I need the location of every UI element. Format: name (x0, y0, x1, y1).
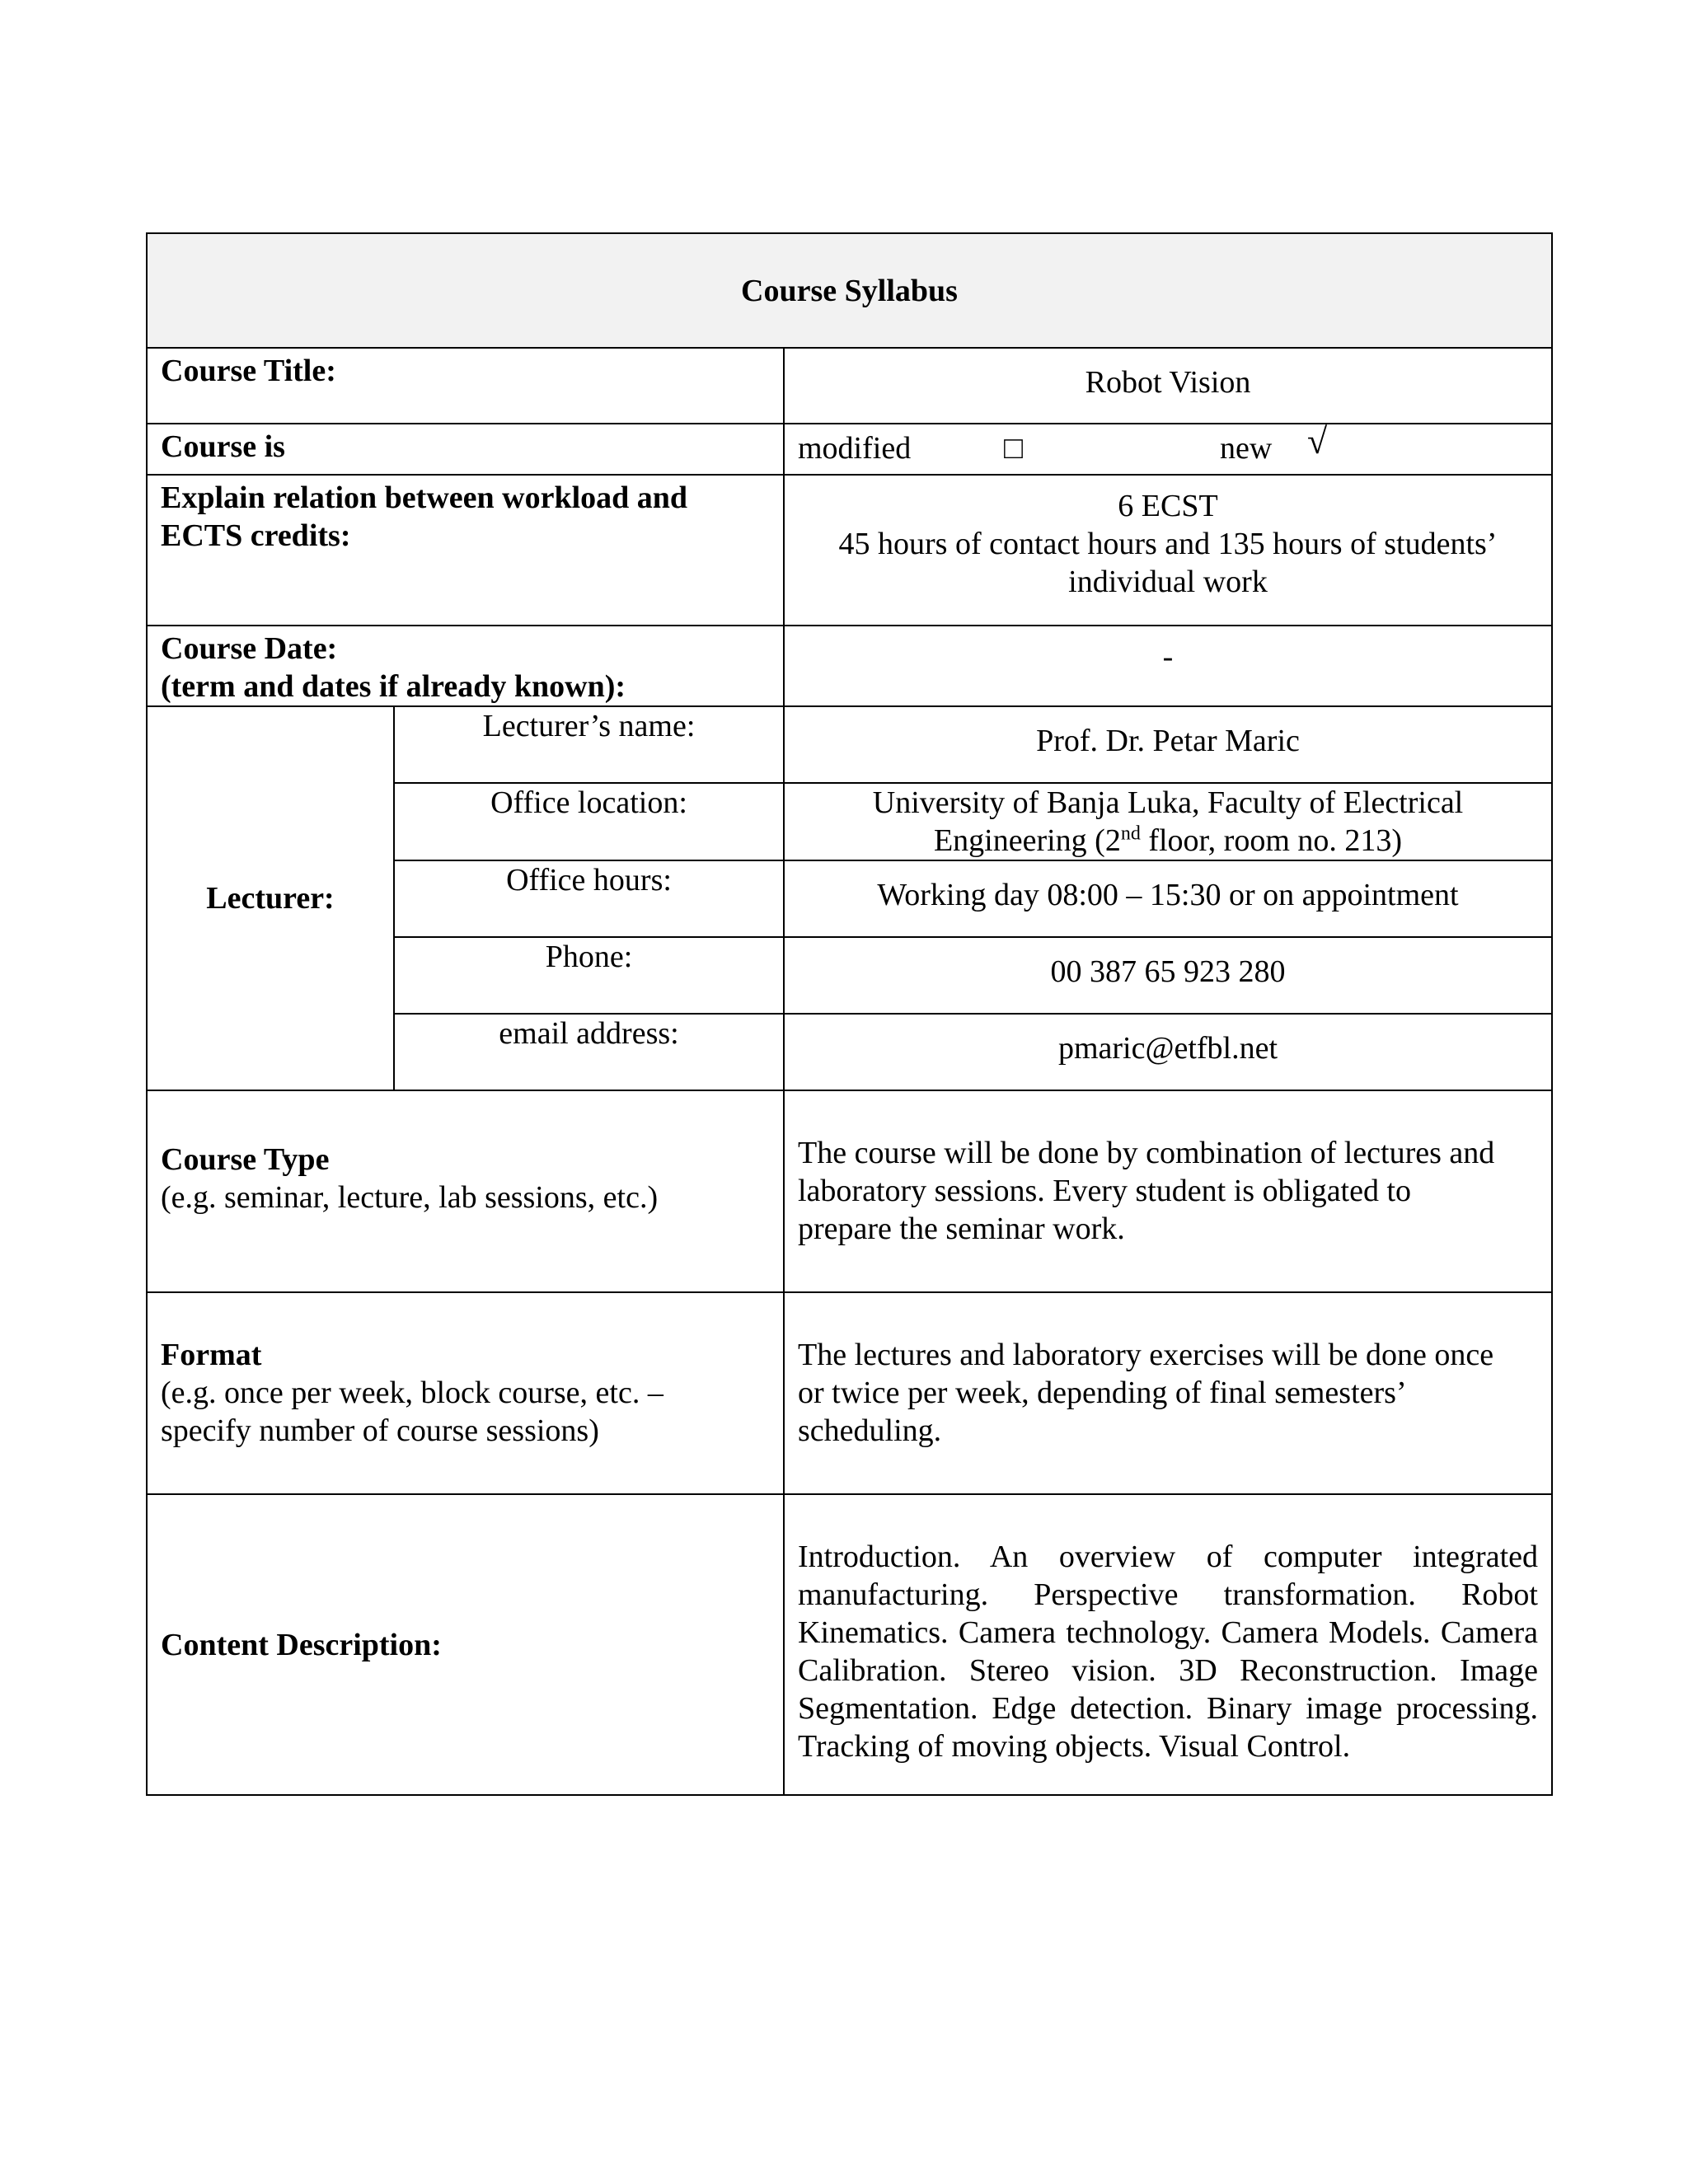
floor-ordinal-suffix: nd (1120, 823, 1141, 845)
course-date-row (147, 626, 1552, 706)
workload-label-line2: ECTS credits: (161, 518, 351, 553)
office-hours-label: Office hours: (394, 860, 784, 937)
office-location-line2-b: floor, room no. 213) (1140, 823, 1403, 858)
new-checkmark-icon: √ (1307, 424, 1328, 462)
format-value-line3: scheduling. (798, 1413, 942, 1448)
workload-label (147, 475, 784, 626)
format-label-cell (147, 1292, 784, 1494)
course-type-value-line1: The course will be done by combination of lectures and (798, 1136, 1495, 1170)
phone-value: 00 387 65 923 280 (784, 937, 1552, 1014)
lecturer-name-label: Lecturer’s name: (394, 706, 784, 783)
workload-value (784, 475, 1552, 626)
ects-value: 6 ECST (1118, 489, 1218, 523)
hours-line1: 45 hours of contact hours and 135 hours of students’ (838, 527, 1498, 561)
format-value-line2: or twice per week, depending of final semesters’ (798, 1376, 1407, 1410)
course-type-value-line3: prepare the seminar work. (798, 1212, 1125, 1246)
course-title-label: Course Title: (147, 348, 784, 424)
content-description-row (147, 1494, 1552, 1795)
modified-label: modified (798, 431, 912, 466)
course-date-label (147, 626, 784, 706)
lecturer-name-value: Prof. Dr. Petar Maric (784, 706, 1552, 783)
office-location-label: Office location: (394, 783, 784, 860)
format-label: Format (161, 1338, 262, 1372)
course-type-label-cell (147, 1090, 784, 1292)
office-hours-value: Working day 08:00 – 15:30 or on appointment (784, 860, 1552, 937)
workload-label-line1: Explain relation between workload and (161, 480, 688, 515)
format-value (784, 1292, 1552, 1494)
course-type-hint: (e.g. seminar, lecture, lab sessions, etc.) (161, 1180, 659, 1215)
email-value: pmaric@etfbl.net (784, 1014, 1552, 1090)
office-location-line2-a: Engineering (2 (933, 823, 1121, 858)
email-label: email address: (394, 1014, 784, 1090)
course-type-label: Course Type (161, 1142, 330, 1177)
course-type-value (784, 1090, 1552, 1292)
office-location-line1: University of Banja Luka, Faculty of Electrical (872, 785, 1464, 820)
content-description-label: Content Description: (147, 1494, 784, 1795)
course-type-row (147, 1090, 1552, 1292)
office-location-line2 (798, 822, 1538, 860)
course-date-value: - (784, 626, 1552, 706)
course-date-label-line2: (term and dates if already known): (161, 669, 626, 704)
course-type-value-line2: laboratory sessions. Every student is obligated to (798, 1174, 1412, 1208)
course-title-row (147, 348, 1552, 424)
hours-line2: individual work (1068, 565, 1268, 599)
office-location-value (784, 783, 1552, 860)
lecturer-name-row (147, 706, 1552, 783)
course-is-label: Course is (147, 424, 784, 475)
course-status-options (798, 424, 1538, 474)
phone-label: Phone: (394, 937, 784, 1014)
header-row (147, 233, 1552, 348)
format-value-line1: The lectures and laboratory exercises will be done once (798, 1338, 1494, 1372)
workload-row (147, 475, 1552, 626)
format-hint-line2: specify number of course sessions) (161, 1413, 599, 1448)
format-hint-line1: (e.g. once per week, block course, etc. – (161, 1376, 663, 1410)
course-date-label-line1: Course Date: (161, 631, 338, 666)
lecturer-label: Lecturer: (147, 706, 394, 1090)
modified-checkbox-icon: □ (1004, 431, 1023, 466)
new-label: new (1220, 431, 1273, 466)
syllabus-title: Course Syllabus (147, 233, 1552, 348)
course-is-status (784, 424, 1552, 475)
format-row (147, 1292, 1552, 1494)
syllabus-table (146, 232, 1553, 1796)
course-is-row (147, 424, 1552, 475)
content-description-value: Introduction. An overview of computer integrated manufacturing. Perspective transformation. Robot Kinematics. Camera technology. Camera Models. Camera Calibration. Stereo vision. 3D Reconstruction. Image Segmentation. Edge detection. Binary image processing. Tracking of moving objects. Visual Control. (784, 1494, 1552, 1795)
course-title-value: Robot Vision (784, 348, 1552, 424)
